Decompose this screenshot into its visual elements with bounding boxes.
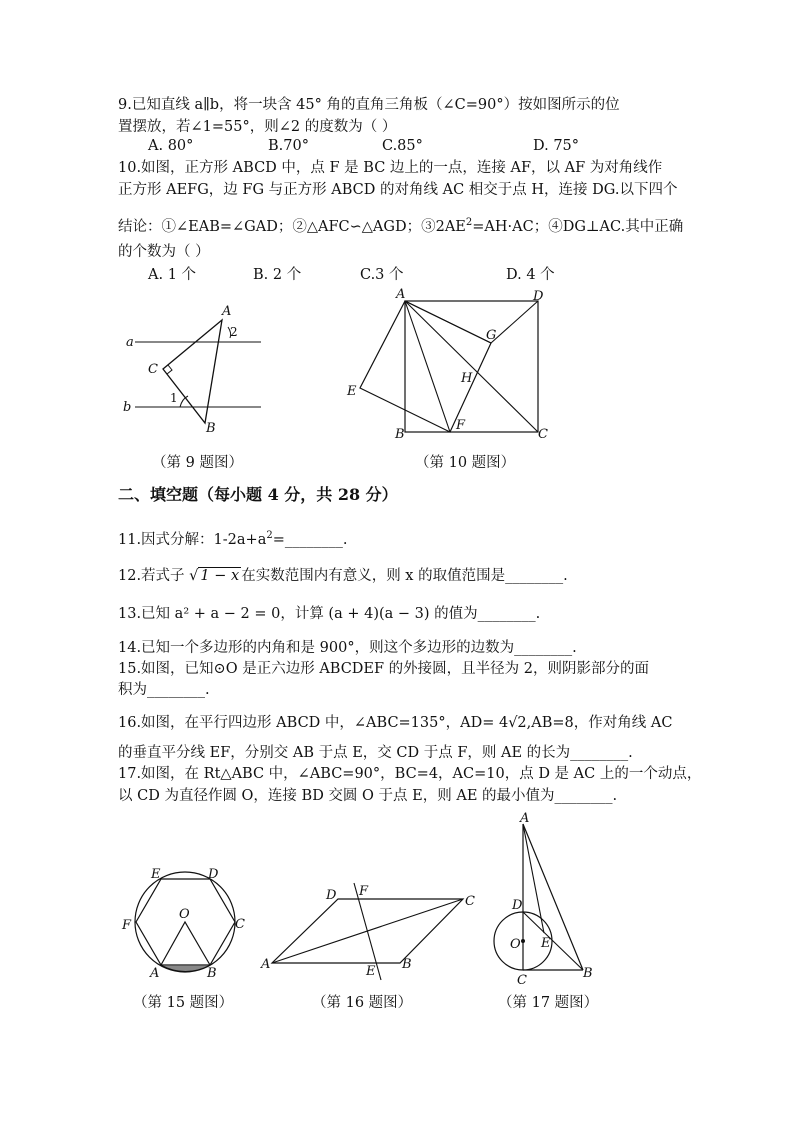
fig17-caption: （第 17 题图）	[498, 995, 599, 1011]
q15-line1: 15.如图，已知⊙O 是正六边形 ABCDEF 的外接圆，且半径为 2，则阴影部分的面	[118, 661, 650, 677]
fig16-caption: （第 16 题图）	[312, 995, 413, 1011]
q11: 11.因式分解：$1-2a+a^2=\_\_\_\_\_\_\_\_$.	[118, 530, 348, 548]
fig17-label-B: B	[583, 966, 593, 981]
q17-line2: 以 CD 为直径作圆 O，连接 BD 交圆 O 于点 E，则 AE 的最小值为________.	[118, 788, 618, 804]
q9-line2: 置摆放，若∠1=55°，则∠2 的度数为（ ）	[118, 119, 397, 135]
figure-16	[258, 875, 488, 985]
fig17-label-D: D	[512, 898, 523, 913]
fig9-label-B: B	[206, 421, 216, 436]
fig9-label-b: b	[123, 400, 132, 415]
q10-option-c: C.3 个	[360, 267, 404, 283]
fig16-label-C: C	[465, 894, 475, 909]
fig16-label-D: D	[326, 888, 337, 903]
q16-line2: 的垂直平分线 EF，分别交 AB 于点 E，交 CD 于点 F，则 AE 的长为________.	[118, 745, 633, 761]
fig17-label-A: A	[520, 811, 530, 826]
fig15-label-C: C	[235, 917, 245, 932]
q9-option-d: D. 75°	[533, 138, 580, 154]
q10-option-d: D. 4 个	[506, 267, 555, 283]
fig10-label-A: A	[396, 287, 406, 302]
figure-15	[118, 860, 253, 985]
fig10-label-C: C	[538, 427, 548, 442]
q9-line1: 9.已知直线 a∥b，将一块含 45° 角的直角三角板（∠C=90°）按如图所示的位	[118, 97, 620, 113]
fig9-angle-2: 2	[230, 325, 238, 339]
q9-option-a: A. 80°	[148, 138, 194, 154]
q9-option-c: C.85°	[382, 138, 423, 154]
fig17-label-E: E	[541, 936, 551, 951]
q12: 12.若式子 √ 1 − x 在实数范围内有意义，则 x 的取值范围是________.	[118, 568, 568, 584]
fig16-label-A: A	[261, 957, 271, 972]
fig10-caption: （第 10 题图）	[415, 455, 516, 471]
fig15-label-A: A	[150, 966, 160, 981]
fig15-label-E: E	[151, 867, 161, 882]
fig10-label-E: E	[347, 384, 357, 399]
q15-line2: 积为________.	[118, 682, 210, 698]
fig17-label-O: O	[510, 937, 521, 952]
fig10-label-H: H	[461, 371, 473, 386]
section-2-title: 二、填空题（每小题 4 分，共 28 分）	[118, 485, 398, 504]
q17-line1: 17.如图，在 Rt△ABC 中，∠ABC=90°，BC=4，AC=10，点 D 是 AC 上的一个动点，	[118, 766, 702, 782]
q10-option-b: B. 2 个	[253, 267, 302, 283]
fig15-label-B: B	[207, 966, 217, 981]
q16-line1: 16.如图，在平行四边形 ABCD 中，∠ABC=135°，AD= 4√2,AB=8，作对角线 AC	[118, 715, 673, 731]
fig9-label-A: A	[222, 304, 232, 319]
fig15-label-D: D	[208, 867, 219, 882]
fig16-label-E: E	[366, 964, 376, 979]
fig9-angle-1: 1	[170, 391, 178, 405]
figure-17	[490, 810, 610, 990]
fig17-label-C: C	[517, 973, 527, 988]
fig9-label-C: C	[148, 362, 158, 377]
q10-option-a: A. 1 个	[148, 267, 197, 283]
fig15-caption: （第 15 题图）	[133, 995, 234, 1011]
figure-9	[118, 300, 278, 440]
figure-10	[340, 280, 570, 450]
q10-line2: 正方形 AEFG，边 FG 与正方形 ABCD 的对角线 AC 相交于点 H，连接 DG.以下四个	[118, 182, 678, 198]
q10-line4: 的个数为（ ）	[118, 244, 210, 260]
q13: 13.已知 a² + a − 2 = 0，计算 (a + 4)(a − 3) 的值为________.	[118, 606, 541, 622]
q9-option-b: B.70°	[268, 138, 309, 154]
q14: 14.已知一个多边形的内角和是 900°，则这个多边形的边数为________.	[118, 640, 577, 656]
fig16-label-B: B	[402, 957, 412, 972]
fig9-caption: （第 9 题图）	[152, 455, 243, 471]
fig16-label-F: F	[359, 884, 369, 899]
fig10-label-D: D	[533, 289, 544, 304]
fig10-label-G: G	[486, 328, 497, 343]
q10-line1: 10.如图，正方形 ABCD 中，点 F 是 BC 边上的一点，连接 AF，以 AF 为对角线作	[118, 160, 663, 176]
fig15-label-F: F	[122, 918, 132, 933]
fig10-label-B: B	[395, 427, 405, 442]
q12-radicand: 1 − x	[200, 568, 240, 584]
q10-line3: 结论：①∠EAB=∠GAD；②△AFC∽△AGD；$③2AE^2=AH\cdot AC$；④DG⊥AC.其中正确	[118, 217, 684, 235]
fig10-label-F: F	[456, 418, 466, 433]
fig15-label-O: O	[179, 907, 190, 922]
fig9-label-a: a	[126, 335, 134, 350]
